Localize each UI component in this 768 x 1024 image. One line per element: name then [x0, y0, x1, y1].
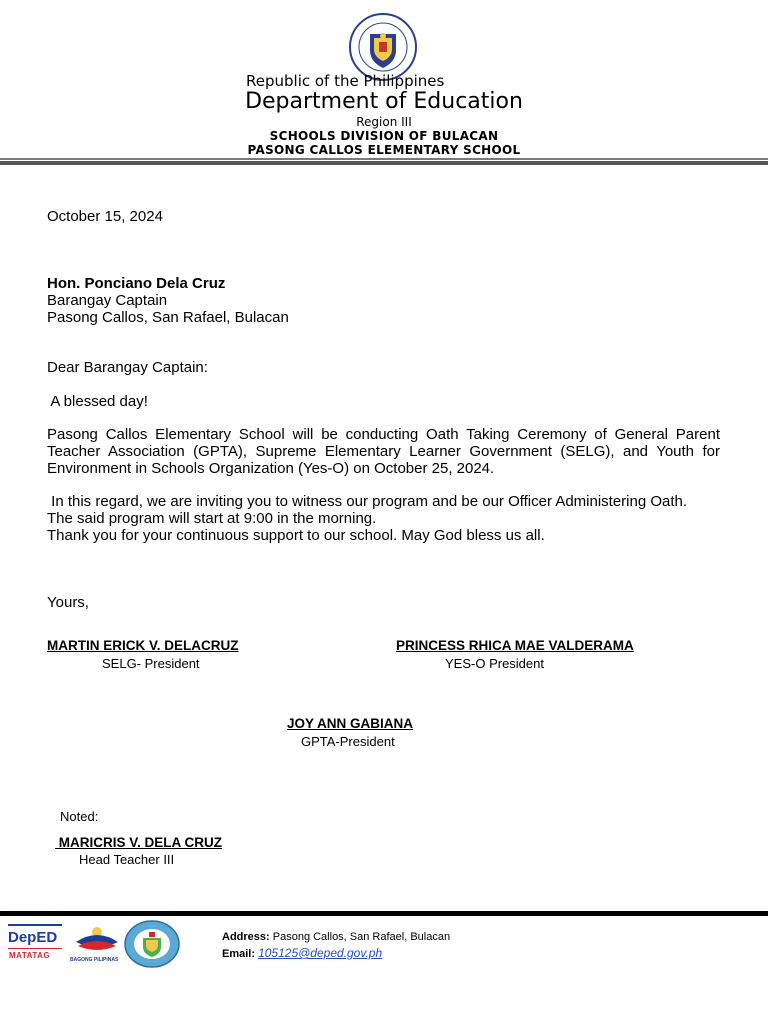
bagong-pilipinas-logo [72, 920, 122, 966]
header-school: PASONG CALLOS ELEMENTARY SCHOOL [247, 143, 521, 157]
deped-matatag-logo [8, 924, 62, 968]
yeso-president-title: YES-O President [445, 656, 544, 671]
header-department: Department of Education [245, 89, 523, 114]
paragraph-1: Pasong Callos Elementary School will be conducting Oath Taking Ceremony of General Parent Teacher Association (GPTA), Supreme Elementary Learner Government (SELG), and Youth for Environment in Schools Organization (Yes-O) on October 25, 2024. [47, 426, 720, 477]
selg-president-title: SELG- President [102, 656, 200, 671]
greeting: A blessed day! [47, 393, 148, 410]
header-republic: Republic of the Philippines [246, 72, 445, 90]
paragraph-2-line-1: In this regard, we are inviting you to witness our program and be our Officer Administering Oath. [47, 493, 688, 510]
email-link[interactable]: 105125@deped.gov.ph [258, 946, 383, 960]
recipient-address: Pasong Callos, San Rafael, Bulacan [47, 309, 289, 326]
header-region: Region III [356, 115, 412, 129]
paragraph-2-line-3: Thank you for your continuous support to our school. May God bless us all. [47, 527, 545, 544]
footer-divider [0, 911, 768, 916]
head-teacher-name: MARICRIS V. DELA CRUZ [55, 835, 223, 850]
matatag-logo-text: MATATAG [9, 951, 51, 960]
gpta-president-title: GPTA-President [301, 734, 395, 749]
address-value: Pasong Callos, San Rafael, Bulacan [272, 931, 451, 943]
footer-address [222, 931, 450, 943]
noted-label: Noted: [60, 809, 99, 824]
footer-email [222, 946, 382, 960]
head-teacher-title: Head Teacher III [79, 852, 175, 867]
paragraph-2-line-2: The said program will start at 9:00 in the morning. [47, 510, 377, 527]
header-divider-thick [0, 161, 768, 165]
salutation: Dear Barangay Captain: [47, 359, 208, 376]
bagong-pilipinas-text: BAGONG PILIPINAS [70, 957, 119, 963]
letter-date: October 15, 2024 [47, 208, 163, 225]
deped-logo-text: DepED [8, 929, 58, 946]
address-label: Address: [222, 931, 270, 943]
recipient-title: Barangay Captain [47, 292, 168, 309]
recipient-name: Hon. Ponciano Dela Cruz [47, 275, 226, 292]
closing: Yours, [47, 594, 89, 611]
gpta-president-name: JOY ANN GABIANA [287, 716, 414, 731]
selg-president-name: MARTIN ERICK V. DELACRUZ [47, 638, 239, 653]
email-label: Email: [222, 948, 256, 960]
header-divider-thin [0, 158, 768, 160]
header-division: SCHOOLS DIVISION OF BULACAN [269, 129, 499, 143]
yeso-president-name: PRINCESS RHICA MAE VALDERAMA [396, 638, 634, 653]
bagong-pilipinas-emblem-icon [72, 920, 122, 956]
school-seal-icon [124, 920, 180, 968]
